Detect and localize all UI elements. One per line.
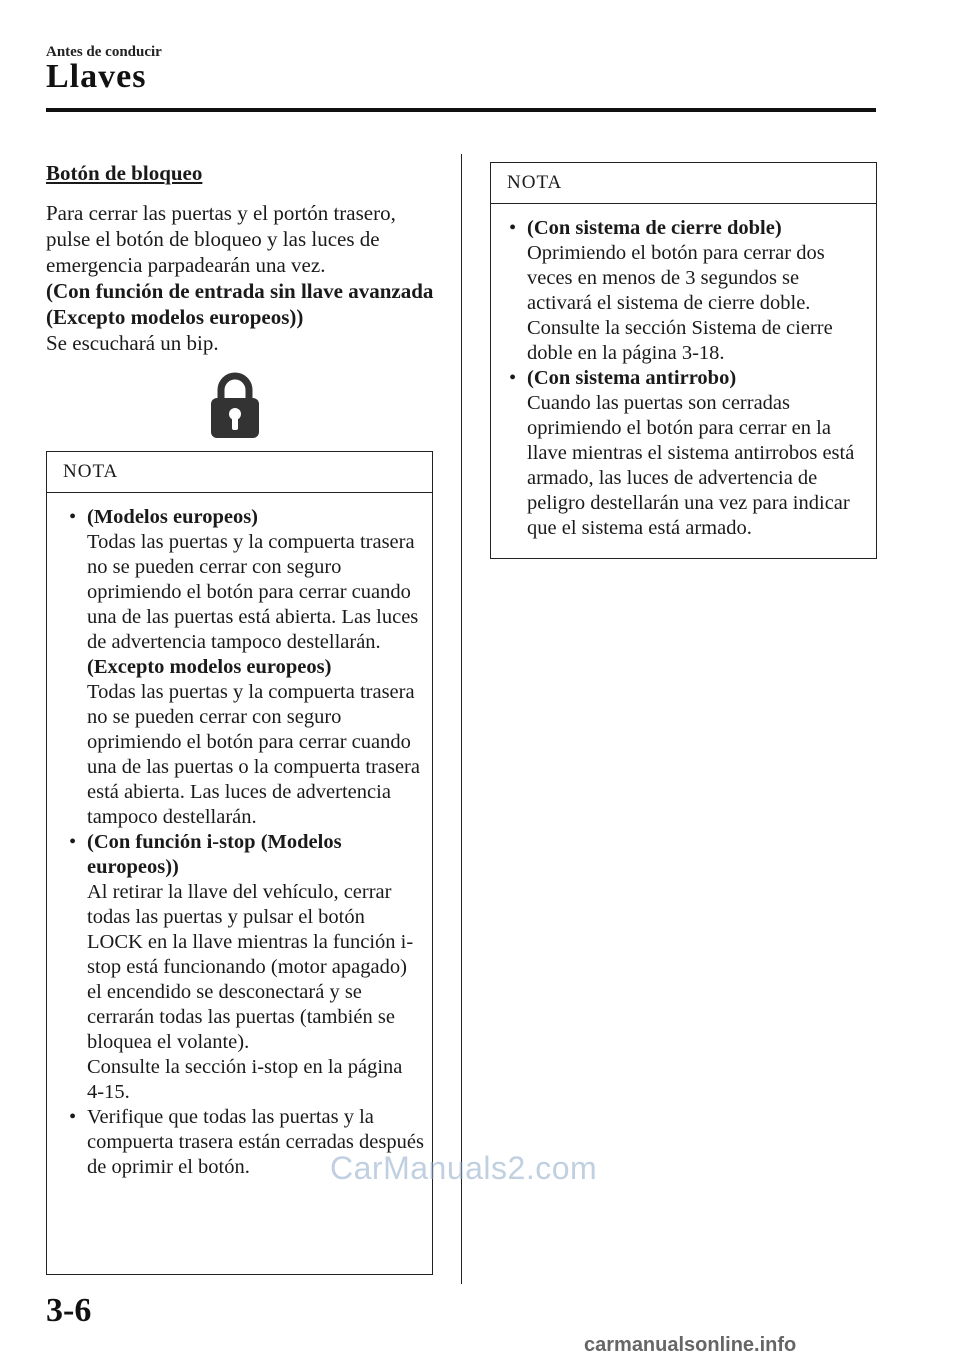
bullet: • xyxy=(509,217,517,239)
note-item-condition: (Con sistema antirrobo) xyxy=(527,367,737,389)
note-item-text: Verifique que todas las puertas y la compuerta trasera están cerradas después de oprimir el botón. xyxy=(87,1106,424,1178)
bullet: • xyxy=(69,1106,77,1128)
note-item-text: Oprimiendo el botón para cerrar dos veces en menos de 3 segundos se activará el sistema de cierre doble. Consulte la sección Sistema de cierre doble en la página 3-18. xyxy=(527,242,833,364)
column-divider xyxy=(461,154,462,1284)
note-body xyxy=(47,493,432,1180)
note-item xyxy=(69,505,424,830)
note-item-text: Al retirar la llave del vehículo, cerrar todas las puertas y pulsar el botón LOCK en la llave mientras la función i-stop está funcionando (motor apagado) el encendido se desconectará y se cerrarán todas las puertas (también se bloquea el volante). xyxy=(87,881,414,1053)
note-item-text: Todas las puertas y la compuerta trasera no se pueden cerrar con seguro oprimiendo el botón para cerrar cuando una de las puertas o la compuerta trasera está abierta. Las luces de advertencia tampoco destellarán. xyxy=(87,681,420,828)
note-heading: NOTA xyxy=(47,452,432,493)
lock-icon xyxy=(209,370,261,440)
note-item xyxy=(509,216,866,366)
section-title: Botón de bloqueo xyxy=(46,161,203,185)
bullet: • xyxy=(69,831,77,853)
note-body xyxy=(491,204,876,541)
note-item-condition: (Con función i-stop (Modelos europeos)) xyxy=(87,831,342,878)
paragraph-keyless-condition: (Con función de entrada sin llave avanzada (Excepto modelos europeos)) xyxy=(46,279,434,329)
bullet: • xyxy=(69,506,77,528)
note-item-condition: (Con sistema de cierre doble) xyxy=(527,217,782,239)
page-title: Llaves xyxy=(46,58,147,95)
paragraph-beep: Se escuchará un bip. xyxy=(46,331,219,355)
note-item-text: Todas las puertas y la compuerta trasera no se pueden cerrar con seguro oprimiendo el botón para cerrar cuando una de las puertas está abierta. Las luces de advertencia tampoco destellarán. xyxy=(87,531,419,653)
note-item-condition: (Excepto modelos europeos) xyxy=(87,656,332,678)
watermark: CarManuals2.com xyxy=(330,1150,598,1186)
header-rule xyxy=(46,108,876,112)
note-item xyxy=(509,366,866,541)
header-section: Antes de conducir xyxy=(46,44,162,60)
note-item-text: Cuando las puertas son cerradas oprimiendo el botón para cerrar en la llave mientras el sistema antirrobos está armado, las luces de advertencia de peligro destellarán una vez para indicar que el sistema está armado. xyxy=(527,392,855,539)
note-box-right xyxy=(490,162,877,559)
left-column xyxy=(46,158,436,450)
lock-icon-wrap xyxy=(46,366,436,450)
footer-site: carmanualsonline.info xyxy=(584,1334,797,1356)
note-heading: NOTA xyxy=(491,163,876,204)
bullet: • xyxy=(509,367,517,389)
paragraph-lock: Para cerrar las puertas y el portón trasero, pulse el botón de bloqueo y las luces de emergencia parpadearán una vez. xyxy=(46,201,396,277)
note-item xyxy=(69,830,424,1105)
note-item-reference: Consulte la sección i-stop en la página 4-15. xyxy=(87,1056,403,1103)
page-number: 3-6 xyxy=(46,1292,92,1329)
note-item-condition: (Modelos europeos) xyxy=(87,506,259,528)
